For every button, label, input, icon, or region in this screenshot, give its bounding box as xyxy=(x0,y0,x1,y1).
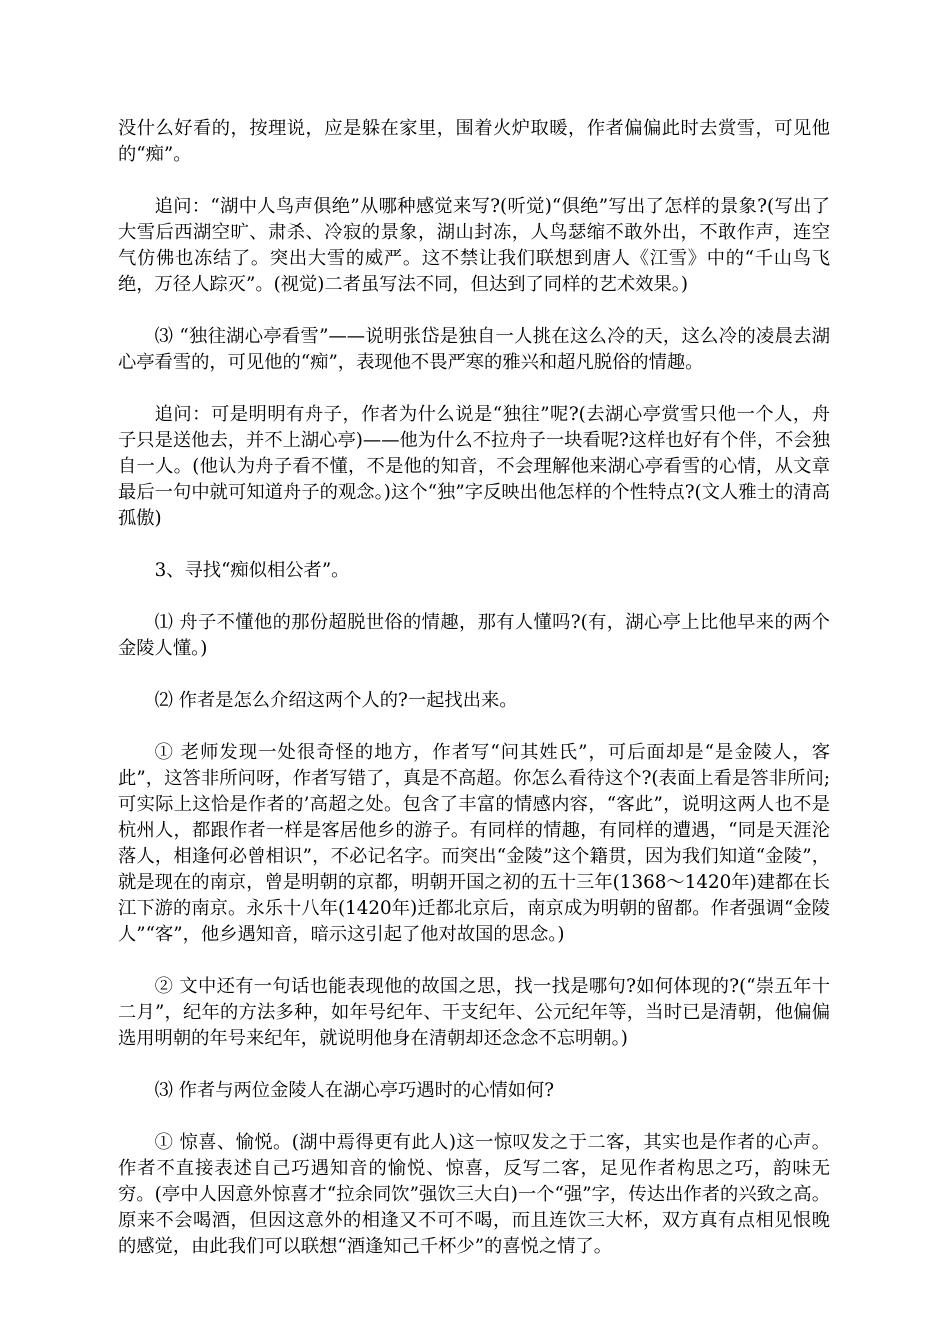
document-page xyxy=(118,116,830,1286)
paragraph-subpoint-1: ⑴ 舟子不懂他的那份超脱世俗的情趣，那有人懂吗?(有，湖心亭上比他早来的两个金陵人懂。) xyxy=(118,612,830,659)
section-heading-3: 3、寻找“痴似相公者”。 xyxy=(154,560,350,581)
paragraph-subpoint-2: ⑵ 作者是怎么介绍这两个人的?一起找出来。 xyxy=(154,690,518,711)
paragraph-subpoint-3: ⑶ 作者与两位金陵人在湖心亭巧遇时的心情如何? xyxy=(154,1080,555,1101)
paragraph-point-3: ⑶ “独往湖心亭看雪”——说明张岱是独自一人挑在这么冷的天，这么冷的凌晨去湖心亭看雪的，可见他的“痴”，表现他不畏严寒的雅兴和超凡脱俗的情趣。 xyxy=(118,326,830,373)
paragraph-follow-up-question-1: 追问：“湖中人鸟声俱绝”从哪种感觉来写?(听觉)“俱绝”写出了怎样的景象?(写出了大雪后西湖空旷、肃杀、冷寂的景象，湖山封冻，人鸟瑟缩不敢外出，不敢作声，连空气仿佛也冻结了。突出大雪的威严。这不禁让我们联想到唐人《江雪》中的“千山鸟飞绝，万径人踪灭”。(视觉)二者虽写法不同，但达到了同样的艺术效果。) xyxy=(118,196,830,295)
paragraph-item-1: ① 老师发现一处很奇怪的地方，作者写“问其姓氏”，可后面却是“是金陵人，客此”，这答非所问呀，作者写错了，真是不高超。你怎么看待这个?(表面上看是答非所问;可实际上这恰是作者的’高超之处。包含了丰富的情感内容，“客此”，说明这两人也不是杭州人，都跟作者一样是客居他乡的游子。有同样的情趣，有同样的遭遇，“同是天涯沦落人，相逢何必曾相识”，不必记名字。而突出“金陵”这个籍贯，因为我们知道“金陵”，就是现在的南京，曾是明朝的京都，明朝开国之初的五十三年(1368～1420年)建都在长江下游的南京。永乐十八年(1420年)迁都北京后，南京成为明朝的留都。作者强调“金陵人”“客”，他乡遇知音，暗示这引起了他对故国的思念。) xyxy=(118,742,830,945)
paragraph-item-2: ② 文中还有一句话也能表现他的故国之思，找一找是哪句?如何体现的?(“崇五年十二月”，纪年的方法多种，如年号纪年、干支纪年、公元纪年等，当时已是清朝，他偏偏选用明朝的年号来纪年，就说明他身在清朝却还念念不忘明朝。) xyxy=(118,976,830,1049)
paragraph-continuation: 没什么好看的，按理说，应是躲在家里，围着火炉取暖，作者偏偏此时去赏雪，可见他的“痴”。 xyxy=(118,118,830,165)
paragraph-item-3: ① 惊喜、愉悦。(湖中焉得更有此人)这一惊叹发之于二客，其实也是作者的心声。作者不直接表述自己巧遇知音的愉悦、惊喜，反写二客，足见作者构思之巧，韵味无穷。(亭中人因意外惊喜才“拉余同饮”强饮三大白)一个“强”字，传达出作者的兴致之高。原来不会喝酒，但因这意外的相逢又不可不喝，而且连饮三大杯，双方真有点相见恨晚的感觉，由此我们可以联想“酒逢知己千杯少”的喜悦之情了。 xyxy=(118,1132,830,1257)
paragraph-follow-up-question-2: 追问：可是明明有舟子，作者为什么说是“独往”呢?(去湖心亭赏雪只他一个人，舟子只是送他去，并不上湖心亭)——他为什么不拉舟子一块看呢?这样也好有个伴，不会独自一人。(他认为舟子看不懂，不是他的知音，不会理解他来湖心亭看雪的心情，从文章最后一句中就可知道舟子的观念。)这个“独”字反映出他怎样的个性特点?(文人雅士的清高孤傲) xyxy=(118,404,830,529)
